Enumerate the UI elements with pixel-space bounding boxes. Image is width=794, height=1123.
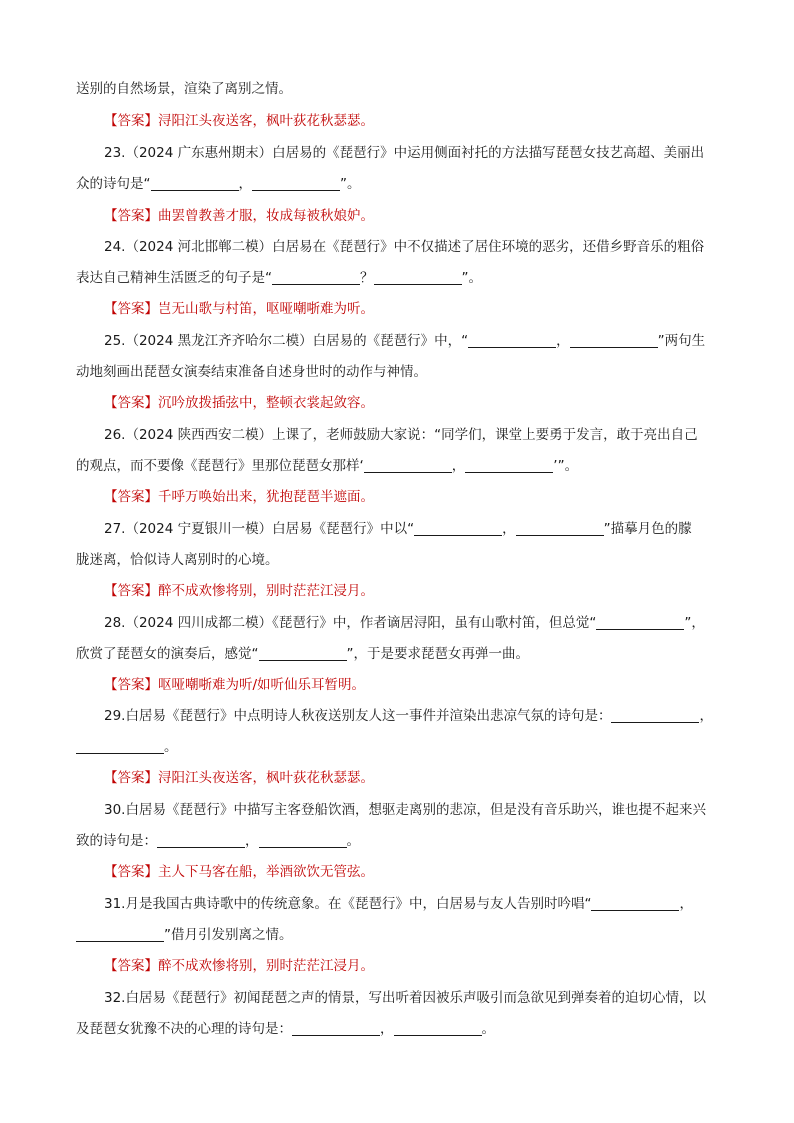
question-25: 25.（2024 黑龙江齐齐哈尔二模）白居易的《琵琶行》中，“ ， ”两句生 (104, 333, 706, 349)
answer-blank[interactable] (364, 458, 452, 473)
answer-blank[interactable] (157, 833, 245, 848)
answer-line: 【答案】醉不成欢惨将别，别时茫茫江浸月。 (104, 958, 374, 974)
answer-blank[interactable] (394, 1021, 482, 1036)
text-line: 众的诗句是“ ， ”。 (76, 176, 361, 192)
answer-line: 【答案】沉吟放拨插弦中，整顿衣裳起敛容。 (104, 395, 374, 411)
text-line: 及琵琶女犹豫不决的心理的诗句是： ， 。 (76, 1021, 495, 1037)
answer-blank[interactable] (468, 333, 556, 348)
text-line: 胧迷离，恰似诗人离别时的心境。 (76, 552, 279, 568)
text-line: 表达自己精神生活匮乏的句子是“ ？ ”。 (76, 270, 482, 286)
question-28: 28.（2024 四川成都二模）《琵琶行》中，作者谪居浔阳，虽有山歌村笛，但总觉“ ”， (104, 615, 705, 631)
answer-blank[interactable] (596, 615, 684, 630)
question-23: 23.（2024 广东惠州期末）白居易的《琵琶行》中运用侧面衬托的方法描写琵琶女技艺高超、美丽出 (104, 145, 705, 161)
answer-blank[interactable] (465, 458, 553, 473)
text-line: 动地刻画出琵琶女演奏结束准备自述身世时的动作与神情。 (76, 364, 427, 380)
answer-line: 【答案】醉不成欢惨将别，别时茫茫江浸月。 (104, 583, 374, 599)
answer-line: 【答案】千呼万唤始出来，犹抱琵琶半遮面。 (104, 489, 374, 505)
answer-blank[interactable] (272, 270, 360, 285)
text-line: 的观点，而不要像《琵琶行》里那位琵琶女那样‘ ， ’”。 (76, 458, 579, 474)
answer-blank[interactable] (76, 739, 164, 754)
question-30: 30.白居易《琵琶行》中描写主客登船饮酒，想驱走离别的悲凉，但是没有音乐助兴，谁也提不起来兴 (104, 802, 706, 818)
text-line: ”借月引发别离之情。 (76, 926, 293, 944)
answer-blank[interactable] (259, 646, 347, 661)
question-27: 27.（2024 宁夏银川一模）白居易《琵琶行》中以“ ， ”描摹月色的朦 (104, 521, 692, 537)
text-line: 欣赏了琵琶女的演奏后，感觉“ ”，于是要求琵琶女再弹一曲。 (76, 646, 529, 662)
answer-blank[interactable] (611, 708, 699, 723)
answer-blank[interactable] (591, 896, 679, 911)
answer-line: 【答案】呕哑嘲哳难为听/如听仙乐耳暂明。 (104, 677, 366, 693)
question-32: 32.白居易《琵琶行》初闻琵琶之声的情景，写出听着因被乐声吸引而急欲见到弹奏着的迫切心情，以 (104, 990, 706, 1006)
answer-line: 【答案】岂无山歌与村笛，呕哑嘲哳难为听。 (104, 301, 374, 317)
answer-blank[interactable] (374, 270, 462, 285)
question-31: 31.月是我国古典诗歌中的传统意象。在《琵琶行》中，白居易与友人告别时吟唱“ ， (104, 896, 693, 912)
answer-blank[interactable] (259, 833, 347, 848)
question-24: 24.（2024 河北邯郸二模）白居易在《琵琶行》中不仅描述了居住环境的恶劣，还借乡野音乐的粗俗 (104, 239, 705, 255)
answer-blank[interactable] (76, 927, 164, 942)
answer-blank[interactable] (252, 176, 340, 191)
answer-line: 【答案】曲罢曾教善才服，妆成每被秋娘妒。 (104, 208, 374, 224)
answer-blank[interactable] (151, 176, 239, 191)
answer-blank[interactable] (516, 521, 604, 536)
answer-line: 【答案】浔阳江头夜送客，枫叶荻花秋瑟瑟。 (104, 113, 374, 129)
text-line: 送别的自然场景，渲染了离别之情。 (76, 81, 292, 97)
question-29: 29.白居易《琵琶行》中点明诗人秋夜送别友人这一事件并渲染出悲凉气氛的诗句是： ， (104, 708, 713, 724)
text-line: 致的诗句是： ， 。 (76, 833, 360, 849)
text-line: 。 (76, 738, 178, 756)
answer-line: 【答案】主人下马客在船，举酒欲饮无管弦。 (104, 864, 374, 880)
question-26: 26.（2024 陕西西安二模）上课了，老师鼓励大家说：“同学们，课堂上要勇于发言，敢于亮出自己 (104, 427, 698, 443)
answer-blank[interactable] (292, 1021, 380, 1036)
answer-line: 【答案】浔阳江头夜送客，枫叶荻花秋瑟瑟。 (104, 770, 374, 786)
answer-blank[interactable] (570, 333, 658, 348)
answer-blank[interactable] (414, 521, 502, 536)
